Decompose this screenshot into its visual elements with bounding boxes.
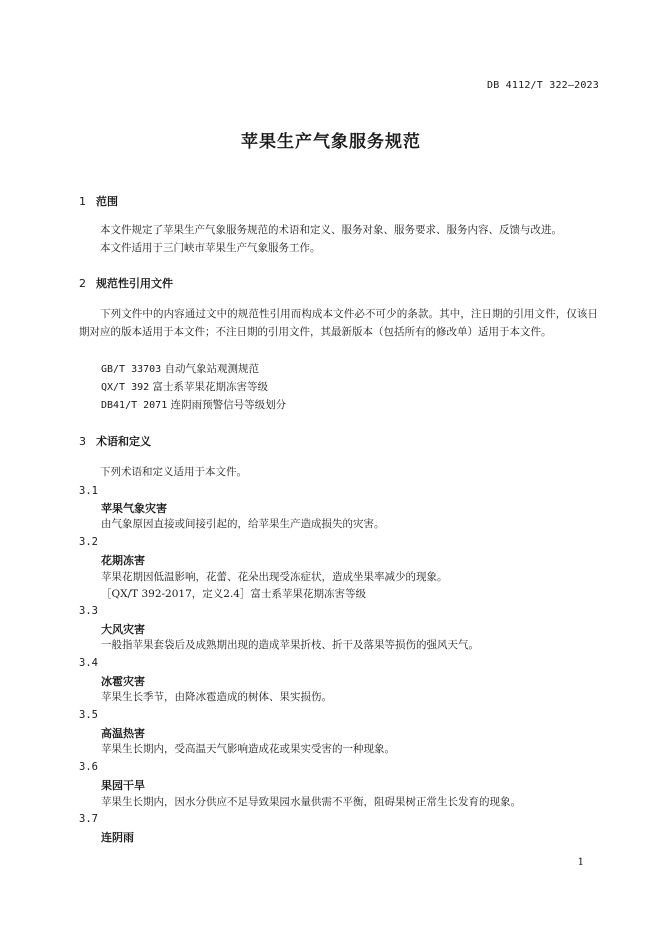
term-number: 3.3 <box>79 605 98 617</box>
reference-code: GB/T 33703 <box>101 364 162 375</box>
section-title: 范围 <box>96 195 118 208</box>
section-number: 2 <box>79 277 86 290</box>
page-number: 1 <box>577 857 584 868</box>
reference-name: 连阴雨预警信号等级划分 <box>170 399 287 411</box>
term-number: 3.7 <box>79 813 98 825</box>
term-number: 3.1 <box>79 485 98 497</box>
term-title: 连阴雨 <box>101 831 134 844</box>
section-number: 1 <box>79 195 86 208</box>
term-definition: 由气象原因直接或间接引起的，给苹果生产造成损失的灾害。 <box>101 518 385 530</box>
reference-name: 自动气象站观测规范 <box>164 363 260 375</box>
term-number: 3.6 <box>79 761 98 773</box>
reference-code: DB41/T 2071 <box>101 400 168 411</box>
section-title: 术语和定义 <box>96 435 151 448</box>
section-number: 3 <box>79 435 86 448</box>
paragraph: 本文件适用于三门峡市苹果生产气象服务工作。 <box>100 242 321 254</box>
term-title: 花期冻害 <box>101 554 145 567</box>
section-heading-scope <box>79 193 118 209</box>
term-number: 3.2 <box>79 536 98 548</box>
term-title: 苹果气象灾害 <box>101 502 167 515</box>
reference-item <box>101 380 268 395</box>
reference-code: QX/T 392 <box>101 382 150 393</box>
term-definition: 苹果花期因低温影响，花蕾、花朵出现受冻症状，造成坐果率减少的现象。 <box>101 571 448 583</box>
paragraph: 下列文件中的内容通过文中的规范性引用而构成本文件必不可少的条款。其中，注日期的引用文件，仅该日期对应的版本适用于本文件；不注日期的引用文件，其最新版本（包括所有的修改单）适用于本文件。 <box>79 308 598 338</box>
term-source: ［QX/T 392-2017，定义2.4］富士系苹果花期冻害等级 <box>101 588 366 600</box>
term-number: 3.4 <box>79 657 98 669</box>
reference-item <box>101 362 259 377</box>
term-definition: 苹果生长期内，因水分供应不足导致果园水量供需不平衡，阻碍果树正常生长发育的现象。 <box>101 796 521 808</box>
term-title: 冰雹灾害 <box>101 675 145 688</box>
doc-number: DB 4112/T 322—2023 <box>487 80 599 91</box>
paragraph: 下列术语和定义适用于本文件。 <box>100 466 247 478</box>
section-title: 规范性引用文件 <box>96 277 173 290</box>
term-definition: 一般指苹果套袋后及成熟期出现的造成苹果折枝、折干及落果等损伤的强风天气。 <box>101 639 479 651</box>
term-title: 高温热害 <box>101 727 145 740</box>
term-definition: 苹果生长季节，由降冰雹造成的树体、果实损伤。 <box>101 691 332 703</box>
reference-item <box>101 398 286 413</box>
section-heading-references <box>79 275 173 291</box>
reference-name: 富士系苹果花期冻害等级 <box>152 381 269 393</box>
term-title: 大风灾害 <box>101 623 145 636</box>
section-heading-terms <box>79 433 151 449</box>
term-definition: 苹果生长期内，受高温天气影响造成花或果实受害的一种现象。 <box>101 743 395 755</box>
page-title: 苹果生产气象服务规范 <box>241 132 421 152</box>
term-title: 果园干旱 <box>101 779 145 792</box>
term-number: 3.5 <box>79 709 98 721</box>
paragraph: 本文件规定了苹果生产气象服务规范的术语和定义、服务对象、服务要求、服务内容、反馈与改进。 <box>100 224 562 236</box>
